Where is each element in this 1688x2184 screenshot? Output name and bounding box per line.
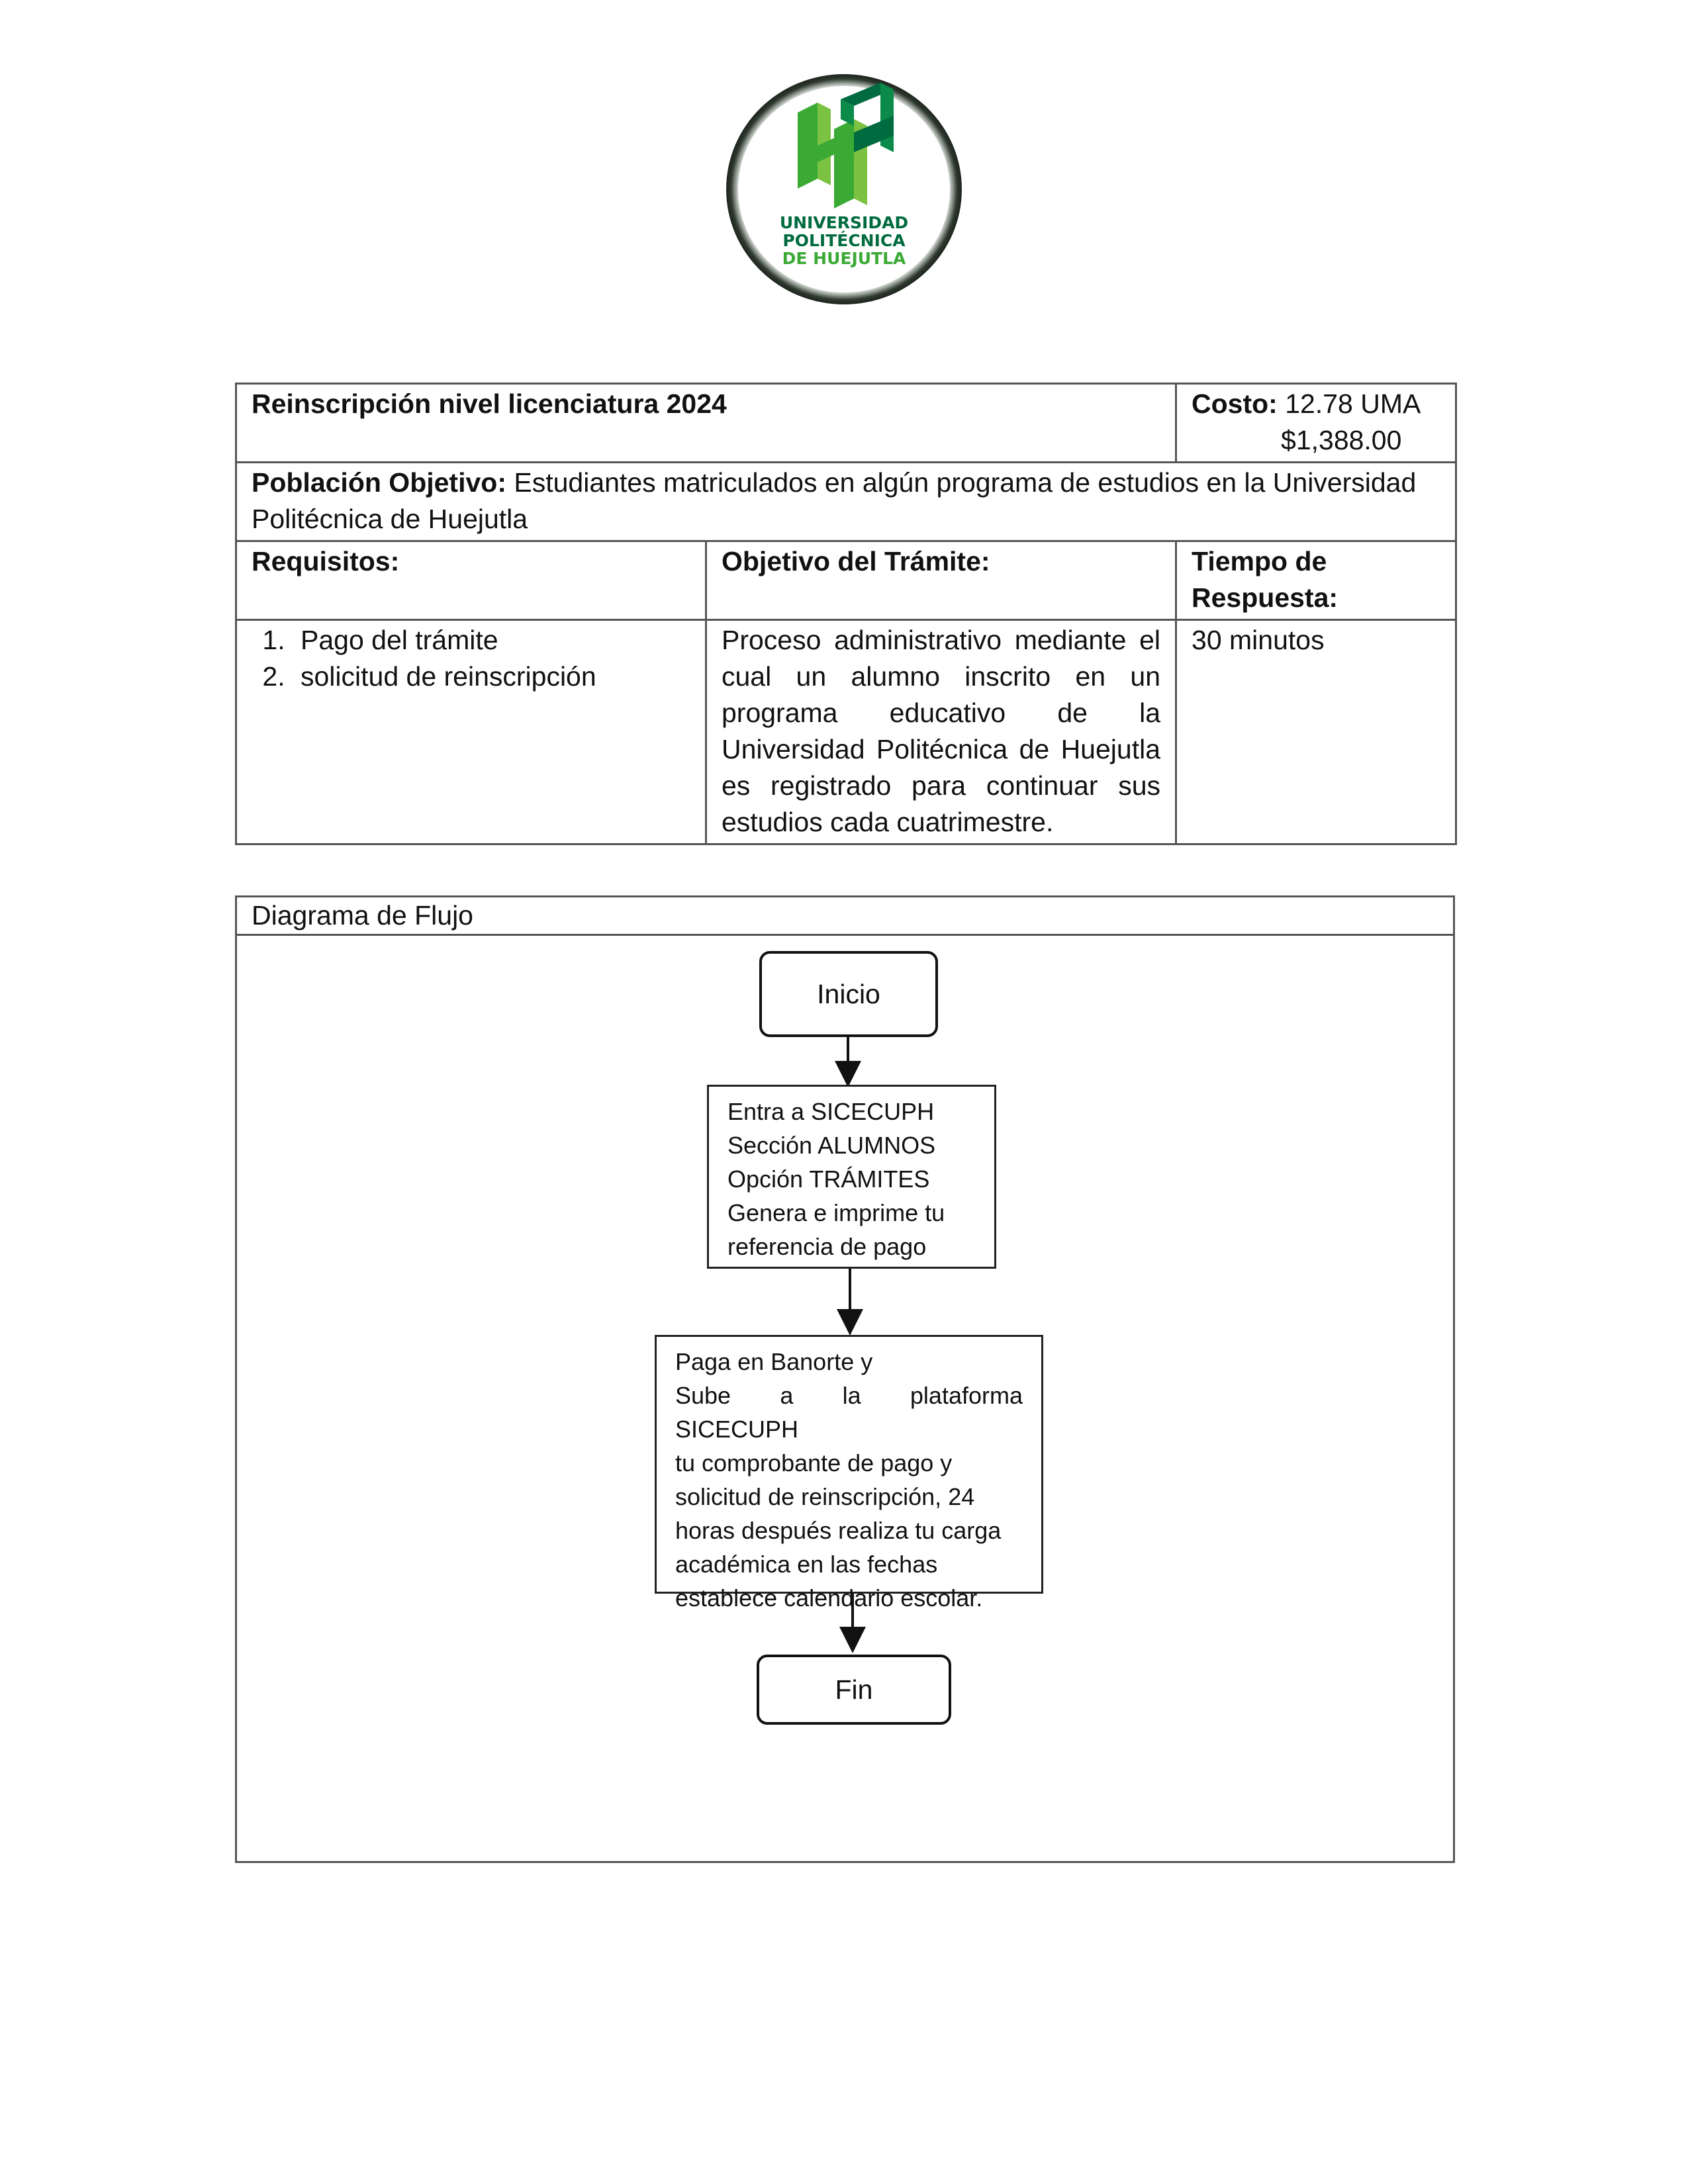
step2-line: académica en las fechas <box>675 1551 938 1578</box>
cost-amount: $1,388.00 <box>1281 425 1402 455</box>
cost-label: Costo: <box>1192 388 1278 419</box>
step2-line: Paga en Banorte y <box>675 1348 873 1375</box>
flow-start-terminal <box>759 951 938 1037</box>
logo-line-1: UNIVERSIDAD <box>779 213 909 232</box>
response-time-label: Tiempo de Respuesta: <box>1176 541 1456 620</box>
step2-line: establece calendario escolar. <box>675 1584 983 1612</box>
step2-line: Sube a la plataforma SICECUPH <box>675 1382 1023 1443</box>
population-label: Población Objetivo: <box>252 467 506 498</box>
procedure-title: Reinscripción nivel licenciatura 2024 <box>252 388 727 419</box>
details-row <box>236 620 1456 844</box>
population-cell <box>236 463 1456 541</box>
procedure-title-cell <box>236 384 1176 463</box>
headers-row <box>236 541 1456 620</box>
requirement-item: 2. solicitud de reinscripción <box>293 659 690 695</box>
flow-start-label: Inicio <box>817 978 880 1009</box>
flow-diagram-header: Diagrama de Flujo <box>237 897 1453 936</box>
step1-line: Opción TRÁMITES <box>727 1165 930 1193</box>
step1-line: Sección ALUMNOS <box>727 1132 936 1159</box>
population-row <box>236 463 1456 541</box>
response-time-value: 30 minutos <box>1176 620 1456 844</box>
university-seal-icon <box>725 73 963 306</box>
logo-line-3: DE HUEJUTLA <box>782 249 906 268</box>
step2-line: solicitud de reinscripción, 24 <box>675 1483 975 1510</box>
flow-step-1 <box>707 1085 996 1269</box>
requirements-label: Requisitos: <box>236 541 706 620</box>
requirements-list <box>252 622 690 695</box>
step2-line: tu comprobante de pago y <box>675 1449 953 1477</box>
population-text: Estudiantes matriculados en algún programa de estudios en la Universidad Politécnica de Huejutla <box>252 467 1417 534</box>
title-row <box>236 384 1456 463</box>
step1-line: Entra a SICECUPH <box>727 1098 935 1125</box>
step2-line: horas después realiza tu carga <box>675 1517 1002 1544</box>
step1-line: Genera e imprime tu <box>727 1199 945 1226</box>
flow-step-2 <box>655 1335 1043 1612</box>
logo-line-2: POLITÉCNICA <box>782 231 906 250</box>
cost-cell <box>1176 384 1456 463</box>
objective-text: Proceso administrativo mediante el cual un alumno inscrito en un programa educativo de la Universidad Politécnica de Huejutla es registrado para continuar sus estudios cada cuatrimestre. <box>706 620 1176 844</box>
flow-end-terminal <box>757 1655 951 1725</box>
requirement-item: 1. Pago del trámite <box>293 622 690 659</box>
objective-label: Objetivo del Trámite: <box>706 541 1176 620</box>
flow-end-label: Fin <box>835 1674 873 1705</box>
cost-uma: 12.78 UMA <box>1277 388 1421 419</box>
step1-line: referencia de pago <box>727 1233 927 1260</box>
procedure-info-table <box>235 383 1457 845</box>
requirements-cell <box>236 620 706 844</box>
university-logo <box>725 73 963 306</box>
